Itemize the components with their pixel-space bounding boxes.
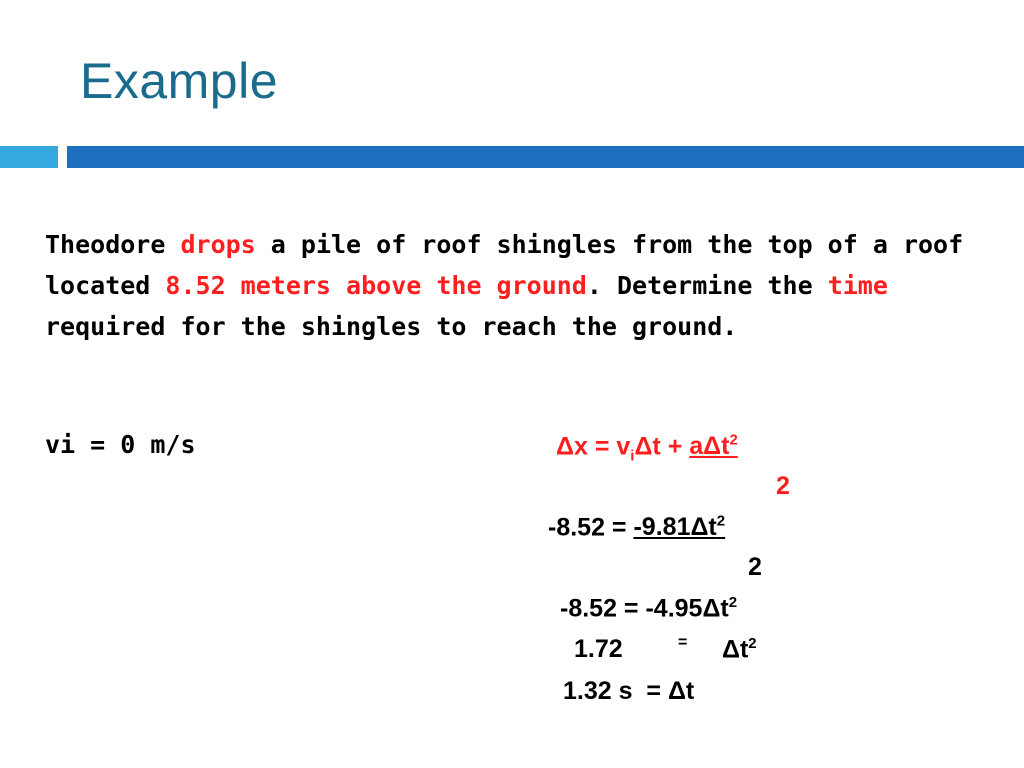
problem-text-4: required for the shingles to reach the ground. — [45, 312, 738, 341]
keyword-time: time — [827, 271, 888, 300]
eq1-middle: Δt + — [634, 432, 690, 461]
slide-title: Example — [80, 53, 279, 109]
equation-answer: 1.32 s = Δt — [563, 677, 695, 705]
eq4-right: $\Delta t^2$ — [722, 635, 757, 664]
eq2-numerator: $-9.81\Delta t^2$ — [633, 513, 726, 542]
problem-statement — [45, 224, 985, 347]
equation-simplified: $-8.52 = -4.95\Delta t^2$ — [560, 594, 738, 623]
keyword-height: 8.52 meters above the ground — [165, 271, 587, 300]
equation-substitution — [548, 513, 725, 542]
eq1-left: Δx = v — [556, 432, 631, 461]
eq1-denominator: 2 — [776, 472, 790, 500]
eq4-equals: = — [678, 634, 688, 651]
accent-bar-main — [67, 146, 1024, 168]
eq1-numerator: aΔt$^2$ — [689, 432, 738, 461]
keyword-drops: drops — [180, 230, 256, 259]
equation-divided: 1.72 — [574, 635, 623, 663]
eq2-left: -8.52 = — [548, 513, 634, 542]
problem-text-3: . Determine the — [586, 271, 828, 300]
accent-bar-left — [0, 146, 58, 168]
problem-text-2: a pile of roof shingles from the top of a roof located — [45, 230, 964, 300]
given-initial-velocity: vi = 0 m/s — [45, 430, 196, 459]
eq1-subscript: i — [630, 447, 635, 465]
problem-text-1: Theodore — [45, 230, 181, 259]
equation-kinematic — [556, 432, 738, 464]
eq2-denominator: 2 — [748, 553, 762, 581]
